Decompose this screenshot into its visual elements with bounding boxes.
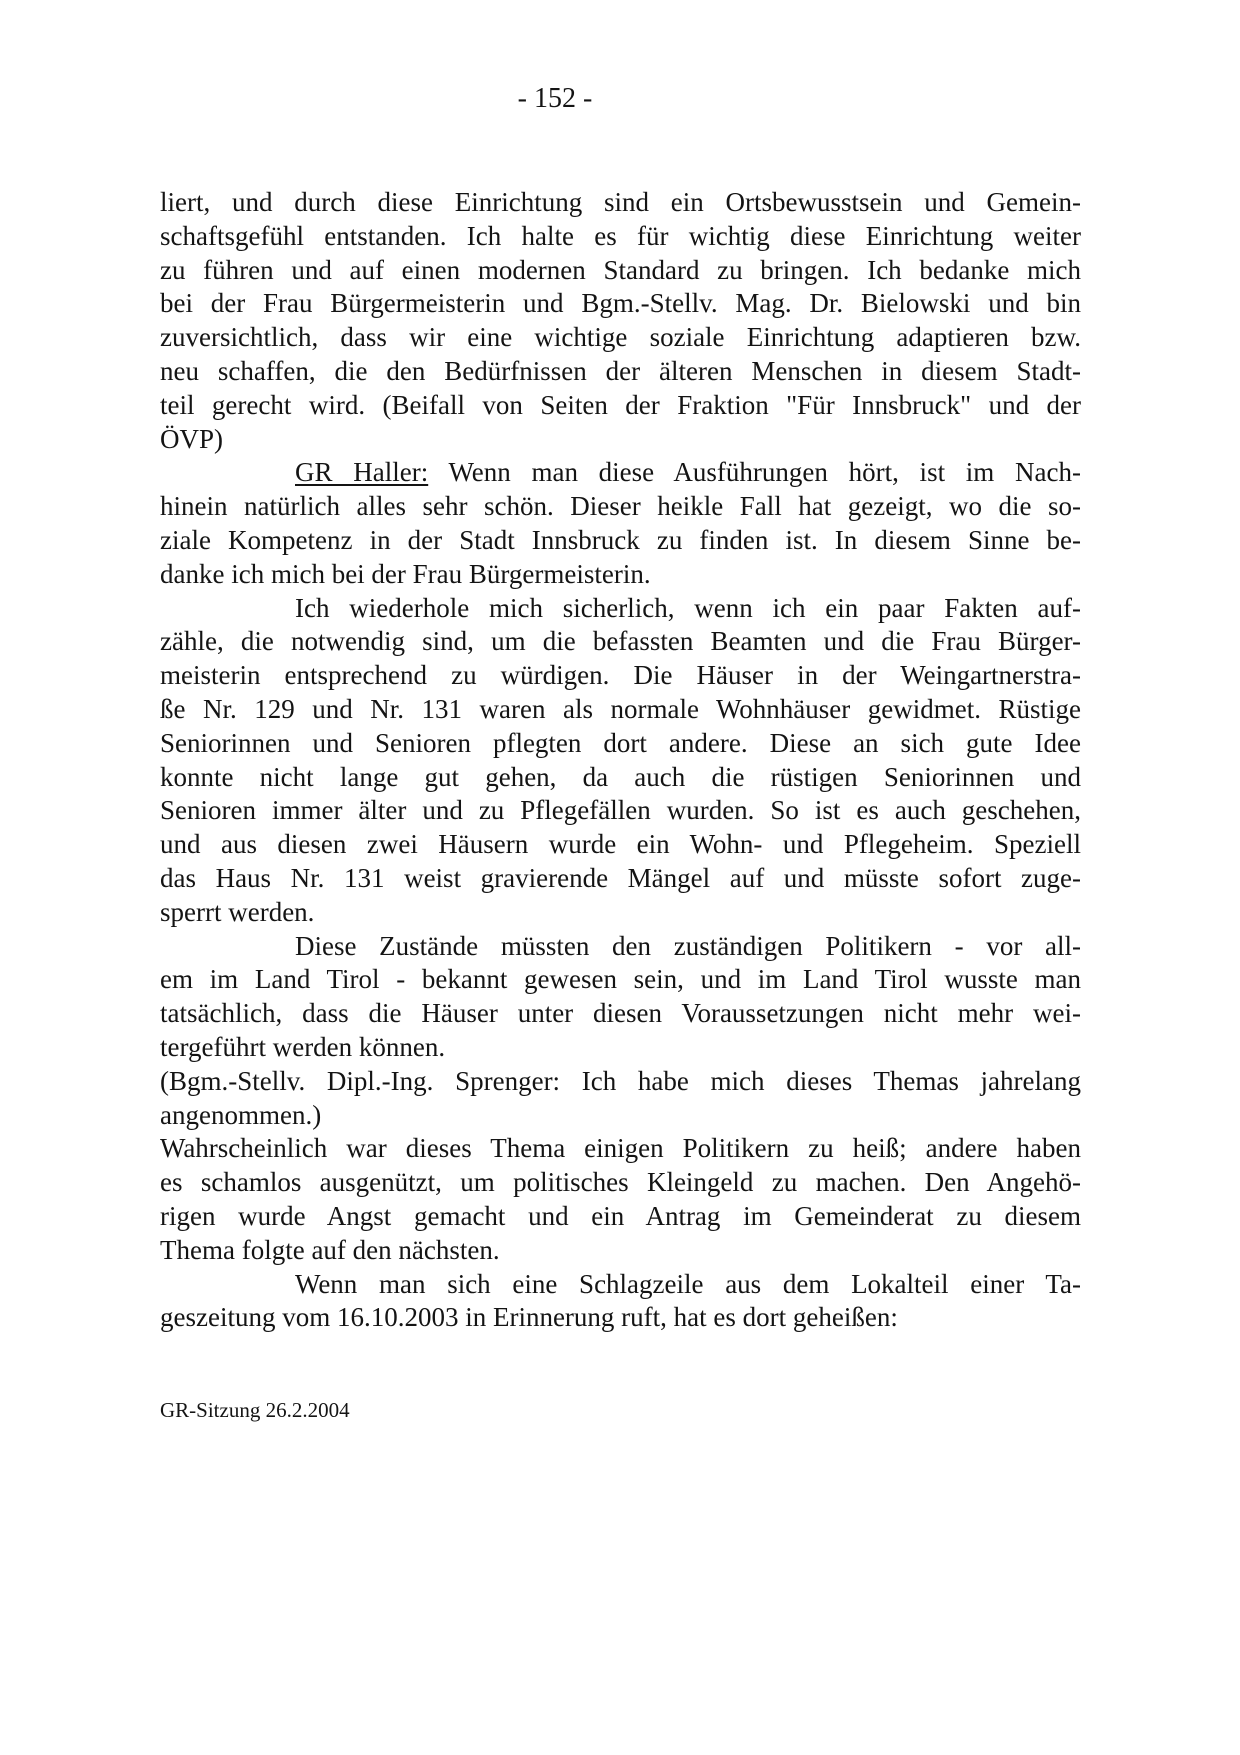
text-line: danke ich mich bei der Frau Bürgermeisterin. [160,558,651,589]
text-line: neu schaffen, die den Bedürfnissen der älteren Menschen in diesem Stadt- [160,355,1081,386]
text-line: zähle, die notwendig sind, um die befassten Beamten und die Frau Bürger- [160,626,1081,657]
footer-session-label: GR-Sitzung 26.2.2004 [160,1398,350,1422]
paragraph [160,1132,1081,1267]
text-line: schaftsgefühl entstanden. Ich halte es für wichtig diese Einrichtung weiter [160,220,1081,251]
text-line: GR Haller: Wenn man diese Ausführungen hört, ist im Nach- [295,457,1081,488]
text-line: ziale Kompetenz in der Stadt Innsbruck zu finden ist. In diesem Sinne be- [160,524,1081,555]
text-line: bei der Frau Bürgermeisterin und Bgm.-Stellv. Mag. Dr. Bielowski und bin [160,288,1081,319]
text-line: tatsächlich, dass die Häuser unter diesen Voraussetzungen nicht mehr wei- [160,998,1081,1029]
text-line: meisterin entsprechend zu würdigen. Die Häuser in der Weingartnerstra- [160,660,1081,691]
speaker-name: GR Haller: [295,457,429,488]
text-line: Diese Zustände müssten den zuständigen Politikern - vor all- [295,930,1081,961]
text-line: geszeitung vom 16.10.2003 in Erinnerung ruft, hat es dort geheißen: [160,1302,898,1333]
text-line: em im Land Tirol - bekannt gewesen sein, und im Land Tirol wusste man [160,964,1081,995]
paragraph [160,456,1081,591]
text-line: (Bgm.-Stellv. Dipl.-Ing. Sprenger: Ich habe mich dieses Themas jahrelang [160,1065,1081,1096]
text-line: hinein natürlich alles sehr schön. Dieser heikle Fall hat gezeigt, wo die so- [160,491,1081,522]
text-line: zuversichtlich, dass wir eine wichtige soziale Einrichtung adaptieren bzw. [160,322,1081,353]
paragraph [160,1065,1081,1133]
text-line: rigen wurde Angst gemacht und ein Antrag im Gemeinderat zu diesem [160,1200,1081,1231]
text-line: Thema folgte auf den nächsten. [160,1234,500,1265]
document-body [160,186,1081,1335]
text-line: ÖVP) [160,423,224,454]
page-number: - 152 - [517,83,593,114]
text-line: und aus diesen zwei Häusern wurde ein Wohn- und Pflegeheim. Speziell [160,829,1081,860]
text-line: es schamlos ausgenützt, um politisches Kleingeld zu machen. Den Angehö- [160,1167,1081,1198]
text-line: teil gerecht wird. (Beifall von Seiten der Fraktion "Für Innsbruck" und der [160,389,1081,420]
text-line: Ich wiederhole mich sicherlich, wenn ich ein paar Fakten auf- [295,592,1081,623]
text-line: Senioren immer älter und zu Pflegefällen wurden. So ist es auch geschehen, [160,795,1081,826]
text-line: konnte nicht lange gut gehen, da auch die rüstigen Seniorinnen und [160,761,1081,792]
text-line: sperrt werden. [160,896,315,927]
text-line: zu führen und auf einen modernen Standard zu bringen. Ich bedanke mich [160,254,1081,285]
text-line: liert, und durch diese Einrichtung sind ein Ortsbewusstsein und Gemein- [160,187,1081,217]
text-line: ße Nr. 129 und Nr. 131 waren als normale Wohnhäuser gewidmet. Rüstige [160,693,1081,724]
paragraph [160,930,1081,1065]
text-line: Seniorinnen und Senioren pflegten dort andere. Diese an sich gute Idee [160,727,1081,758]
paragraph [160,592,1081,930]
paragraph [160,186,1081,456]
text-line: angenommen.) [160,1099,322,1130]
text-line: Wenn man sich eine Schlagzeile aus dem Lokalteil einer Ta- [295,1268,1081,1299]
paragraph [160,1268,1081,1336]
text-line: Wahrscheinlich war dieses Thema einigen Politikern zu heiß; andere haben [160,1133,1081,1164]
text-line: das Haus Nr. 131 weist gravierende Mängel auf und müsste sofort zuge- [160,862,1081,893]
text-line: tergeführt werden können. [160,1031,446,1062]
